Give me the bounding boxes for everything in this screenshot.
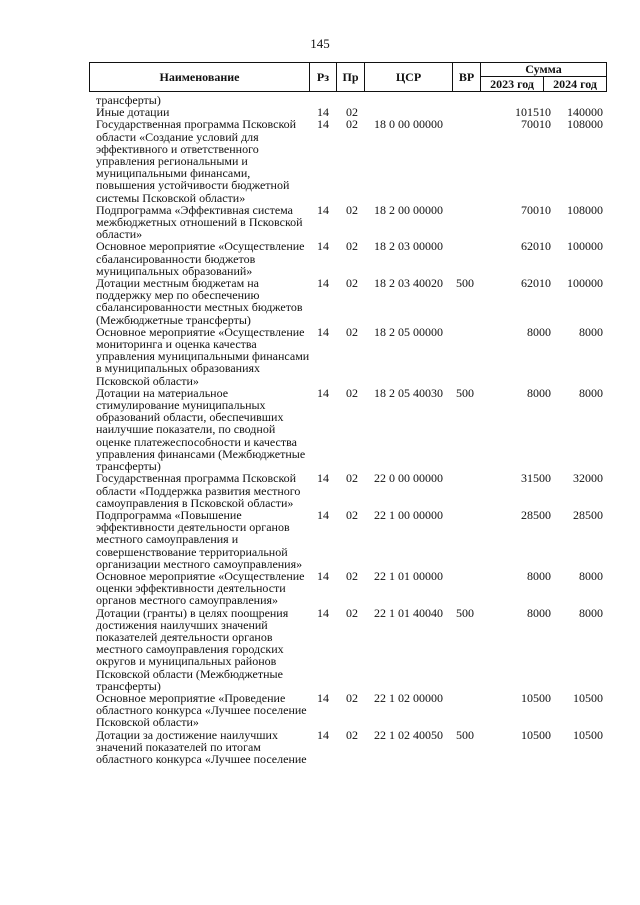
- row-csr: 18 2 03 00000: [374, 239, 443, 254]
- row-csr: 22 1 01 00000: [374, 568, 443, 583]
- row-pr: 02: [346, 690, 358, 705]
- row-name: Основное мероприятие «Осуществление мониторинга и оценка качества управления муниципальными финансами в муниципальных образованиях Псковской области»: [96, 324, 310, 388]
- row-csr: 22 1 01 40040: [374, 605, 443, 620]
- row-pr: 02: [346, 239, 358, 254]
- row-sum-2024: 10500: [573, 690, 603, 705]
- row-pr: 02: [346, 324, 358, 339]
- row-sum-2023: 70010: [521, 117, 551, 132]
- row-sum-2024: 108000: [567, 117, 603, 132]
- row-pr: 02: [346, 117, 358, 132]
- row-rz: 14: [317, 385, 329, 400]
- row-name: Дотации на материальное стимулирование муниципальных образований области, обеспечивших наилучшие показатели, по сводной оценке платежеспособности и качества управления финансами (Межбюджетные трансферты): [96, 385, 306, 474]
- row-name: Основное мероприятие «Проведение областного конкурса «Лучшее поселение Псковской области»: [96, 690, 307, 730]
- table-row: [96, 509, 611, 570]
- row-csr: 18 2 00 00000: [374, 202, 443, 217]
- row-name: Дотации (гранты) в целях поощрения достижения наилучших значений показателей деятельности органов местного самоуправления городских округов и муниципальных районов Псковской области (Межбюджетные трансферты): [96, 605, 289, 693]
- row-rz: 14: [317, 727, 329, 742]
- header-csr: ЦСР: [365, 63, 453, 91]
- table-row: [96, 240, 611, 277]
- table-row: [96, 118, 611, 203]
- row-rz: 14: [317, 605, 329, 620]
- row-pr: 02: [346, 385, 358, 400]
- row-csr: 22 1 02 00000: [374, 690, 443, 705]
- row-sum-2023: 10500: [521, 690, 551, 705]
- row-sum-2023: 10500: [521, 727, 551, 742]
- row-name: трансферты): [96, 93, 161, 107]
- row-rz: 14: [317, 568, 329, 583]
- row-csr: 18 2 05 00000: [374, 324, 443, 339]
- row-name: Государственная программа Псковской области «Поддержка развития местного самоуправления в Псковской области»: [96, 471, 301, 510]
- row-sum-2024: 8000: [579, 385, 603, 400]
- row-sum-2024: 32000: [573, 471, 603, 486]
- header-rz: Рз: [310, 63, 337, 91]
- row-sum-2023: 8000: [527, 385, 551, 400]
- row-pr: 02: [346, 276, 358, 291]
- table-row: [96, 387, 611, 472]
- row-name: Дотации за достижение наилучших значений показателей по итогам областного конкурса «Лучшее поселение: [96, 727, 307, 766]
- row-sum-2023: 8000: [527, 605, 551, 620]
- row-sum-2024: 140000: [567, 105, 603, 120]
- row-pr: 02: [346, 202, 358, 217]
- row-vr: 500: [456, 276, 474, 291]
- row-vr: 500: [456, 727, 474, 742]
- row-sum-2024: 10500: [573, 727, 603, 742]
- row-csr: 18 2 03 40020: [374, 276, 443, 291]
- row-sum-2024: 8000: [579, 568, 603, 583]
- row-csr: 18 0 00 00000: [374, 117, 443, 132]
- header-sum: Сумма: [481, 63, 606, 77]
- table-row: [96, 326, 611, 387]
- row-sum-2023: 70010: [521, 202, 551, 217]
- row-rz: 14: [317, 507, 329, 522]
- row-sum-2023: 28500: [521, 507, 551, 522]
- row-name: Дотации местным бюджетам на поддержку мер по обеспечению сбалансированности местных бюджетов (Межбюджетные трансферты): [96, 276, 303, 327]
- row-sum-2023: 101510: [515, 105, 551, 120]
- row-sum-2023: 62010: [521, 239, 551, 254]
- row-rz: 14: [317, 202, 329, 217]
- row-pr: 02: [346, 568, 358, 583]
- row-pr: 02: [346, 471, 358, 486]
- table-row: [96, 729, 611, 766]
- row-sum-2023: 8000: [527, 568, 551, 583]
- row-csr: 22 1 00 00000: [374, 507, 443, 522]
- row-pr: 02: [346, 605, 358, 620]
- row-vr: 500: [456, 605, 474, 620]
- table-row: [96, 692, 611, 729]
- row-rz: 14: [317, 690, 329, 705]
- header-vr: ВР: [453, 63, 481, 91]
- row-sum-2023: 62010: [521, 276, 551, 291]
- header-name: Наименование: [90, 63, 310, 91]
- row-rz: 14: [317, 471, 329, 486]
- row-vr: 500: [456, 385, 474, 400]
- table-row: [96, 277, 611, 326]
- table-row: [96, 204, 611, 241]
- row-sum-2024: 100000: [567, 276, 603, 291]
- page-number: 145: [310, 36, 330, 51]
- row-pr: 02: [346, 727, 358, 742]
- row-rz: 14: [317, 117, 329, 132]
- row-name: Основное мероприятие «Осуществление оценки эффективности деятельности органов местного самоуправления»: [96, 568, 305, 608]
- table-body: [96, 94, 611, 765]
- row-csr: 22 0 00 00000: [374, 471, 443, 486]
- row-sum-2024: 108000: [567, 202, 603, 217]
- row-sum-2024: 28500: [573, 507, 603, 522]
- row-csr: 18 2 05 40030: [374, 385, 443, 400]
- row-pr: 02: [346, 507, 358, 522]
- row-name: Основное мероприятие «Осуществление сбалансированности бюджетов муниципальных образований»: [96, 239, 305, 278]
- row-sum-2023: 31500: [521, 471, 551, 486]
- table-row: [96, 570, 611, 607]
- row-name: Государственная программа Псковской области «Создание условий для эффективного и ответственного управления региональными и муниципальными финансами, повышения устойчивости бюджетной системы Псковской области»: [96, 117, 297, 205]
- row-rz: 14: [317, 276, 329, 291]
- row-csr: 22 1 02 40050: [374, 727, 443, 742]
- header-year-2023: 2023 год: [481, 77, 544, 91]
- row-name: Подпрограмма «Повышение эффективности деятельности органов местного самоуправления и совершенствование территориальной организации местного самоуправления»: [96, 507, 303, 571]
- row-name: Иные дотации: [96, 105, 170, 120]
- row-sum-2024: 100000: [567, 239, 603, 254]
- row-sum-2024: 8000: [579, 324, 603, 339]
- row-sum-2024: 8000: [579, 605, 603, 620]
- row-name: Подпрограмма «Эффективная система межбюджетных отношений в Псковской области»: [96, 202, 303, 242]
- row-rz: 14: [317, 105, 329, 120]
- row-pr: 02: [346, 105, 358, 120]
- row-sum-2023: 8000: [527, 324, 551, 339]
- row-rz: 14: [317, 239, 329, 254]
- row-rz: 14: [317, 324, 329, 339]
- table-row: [96, 472, 611, 509]
- header-year-2024: 2024 год: [553, 77, 597, 91]
- table-header: [89, 62, 607, 92]
- header-pr: Пр: [337, 63, 365, 91]
- table-row: [96, 607, 611, 692]
